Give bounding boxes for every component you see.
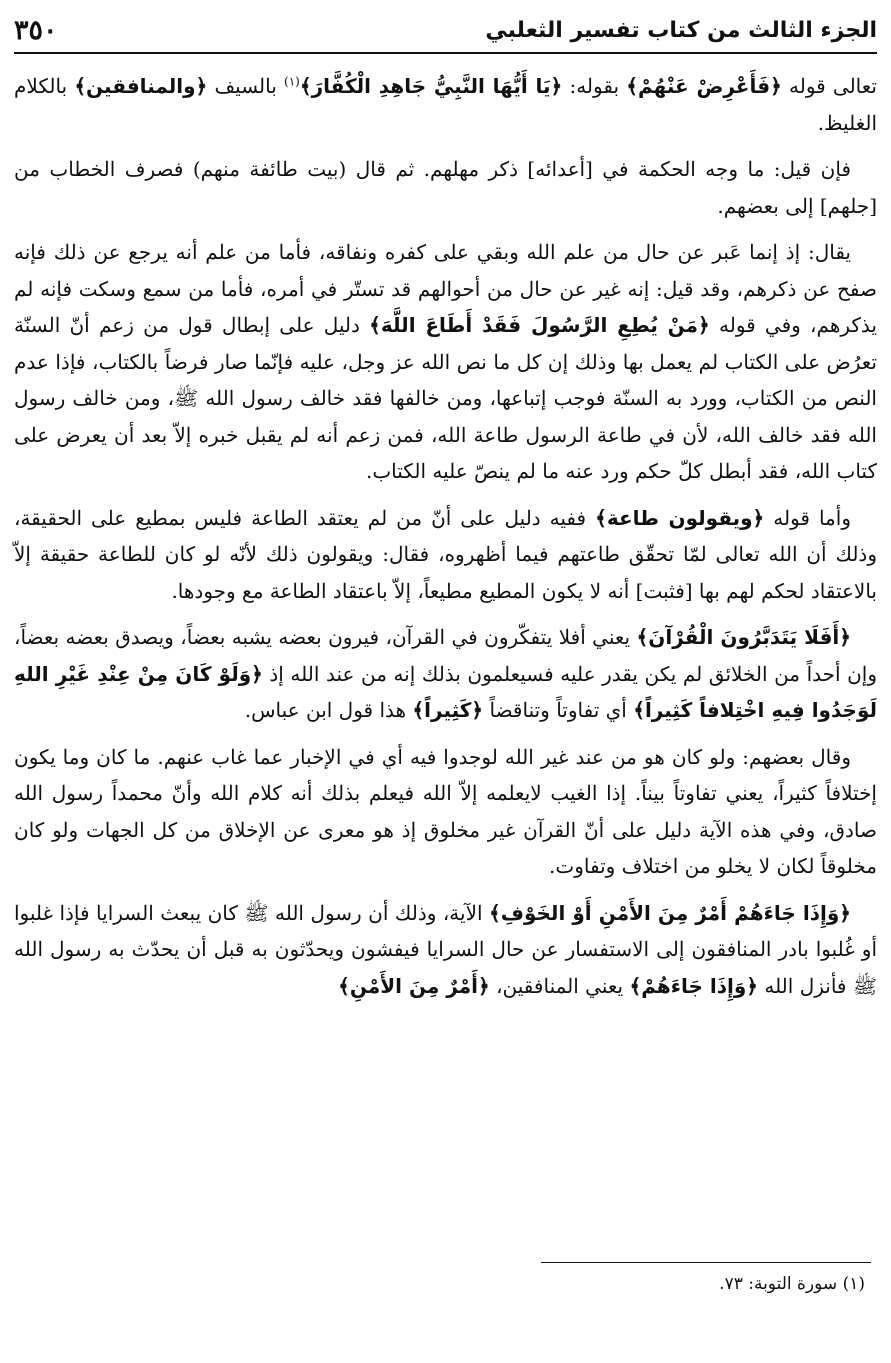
footnote-number: (١) (842, 1274, 865, 1294)
quran-quote: ﴿مَنْ يُطِعِ الرَّسُولَ فَقَدْ أَطَاعَ اللَّهَ﴾ (369, 313, 710, 337)
quran-quote: ﴿وَلَوْ كَانَ مِنْ عِنْدِ غَيْرِ اللهِ لَوَجَدُوا فِيهِ اخْتِلافاً كَثِيراً﴾ (14, 661, 877, 722)
text-run: الآية، وذلك أن رسول الله ﷺ كان يبعث السرايا فإذا غلبوا أو غُلبوا بادر المنافقون إلى الاستفسار عن حال السرايا فيفشون ويحدّثون به قبل أن يحدّث به رسول الله ﷺ فأنزل الله (14, 900, 877, 998)
quran-quote: ﴿أَمْرٌ مِنَ الأَمْنِ﴾ (338, 973, 490, 998)
quran-quote: ﴿كَثِيراً﴾ (412, 698, 484, 722)
footnote-divider (541, 1262, 871, 1263)
footnote-text: سورة التوبة: ٧٣. (719, 1274, 838, 1294)
text-run: هذا قول ابن عباس. (244, 698, 413, 722)
text-run: يعني أفلا يتفكّرون في القرآن، فيرون بعضه يشبه بعضاً، ويصدق بعضه بعضاً، وإن أحداً من الخلائق لم يكن يقدر عليه فسيعلمون بذلك إنه من عند الله إذ (14, 625, 877, 686)
quran-quote: ﴿ويقولون طاعة﴾ (595, 505, 765, 530)
text-run: بالسيف (207, 74, 285, 98)
quran-quote: ﴿وَإِذَا جَاءَهُمْ أَمْرٌ مِنَ الأَمْنِ أَوْ الخَوْفِ﴾ (489, 900, 851, 925)
quran-quote: ﴿يَا أَيُّهَا النَّبِيُّ جَاهِدِ الْكُفَّارَ﴾ (299, 74, 563, 98)
footnote (719, 1270, 865, 1298)
running-title: الجزء الثالث من كتاب تفسير الثعلبي (485, 17, 877, 43)
paragraph-3 (14, 234, 877, 490)
text-run: وأما قوله (764, 505, 851, 530)
paragraph-7 (14, 895, 877, 1005)
paragraph-1 (14, 68, 877, 141)
text-run: ففيه دليل على أنّ من لم يعتقد الطاعة فليس بمطيع على الحقيقة، وذلك أن الله تعالى لمّا تحقّق طاعتهم فيما أظهروه، فقال: ويقولون ذلك لأنّه لو كان للطاعة حقيقة إلاّ بالاعتقاد لحكم لهم بها [فثبت] أنه لا يكون المطيع مطيعاً، إلاّ باعتقاد الطاعة مع وجودها. (14, 505, 877, 603)
paragraph-4 (14, 500, 877, 610)
quran-quote: ﴿أَفَلَا يَتَدَبَّرُونَ الْقُرْآنَ﴾ (636, 625, 852, 649)
text-run: يقال: إذ إنما عَبر عن حال من علم الله وبقي على كفره ونفاقه، فأما من علم أنه يرجع عن ذلك فإنه صفح عن ذكرهم، وقد قيل: إنه غير عن حال من أحوالهم قد تستّر في أمره، فأما من سمع وسكت فإنه لم يذكرهم، وفي قوله (14, 240, 877, 337)
quran-quote: ﴿والمنافقين﴾ (74, 74, 208, 98)
paragraph-6: وقال بعضهم: ولو كان هو من عند غير الله لوجدوا فيه أي في الإخبار عما غاب عنهم. ما كان وما يكون إختلافاً كثيراً، يعني تفاوتاً بيناً. إذا الغيب لايعلمه إلاّ الله فيعلم بذلك أنه كلام الله وأنّ محمداً رسول الله صادق، وفي هذه الآية دليل على أنّ القرآن غير مخلوق إذ هو معرى عن الإخلاق من كل الجهات ولو كان مخلوقاً لكان لا يخلو من اختلاف وتفاوت. (14, 744, 877, 878)
text-run: بالكلام الغليظ. (14, 74, 877, 135)
quran-quote: ﴿فَأَعْرِضْ عَنْهُمْ﴾ (626, 74, 782, 98)
body-text (14, 68, 877, 1014)
footnote-reference: (١) (284, 74, 300, 89)
page-header (14, 8, 877, 54)
paragraph-5 (14, 619, 877, 729)
page-number: ٣٥٠ (14, 14, 58, 46)
text-run: تعالى قوله (781, 74, 877, 98)
text-run: بقوله: (562, 74, 627, 98)
text-run: دليل على إبطال قول من زعم أنّ السنّة تعرُض على الكتاب لم يعمل بها وذلك إن كل ما نص الله عز وجل، عليه فإنّما صار فرضاً بالكتاب، فإذا عدم النص من الكتاب، وورد به السنّة فوجب إتباعها، ومن خالفها فقد خالف رسول الله ﷺ، ومن خالف رسول الله فقد خالف الله، لأن في طاعة الرسول طاعة الله، فمن زعم أنه لم يقبل خبره إلاّ بعد أن يعرض على كتاب الله، فقد أبطل كلّ حكم ورد عنه ما لم ينصّ عليه الكتاب. (14, 313, 877, 483)
paragraph-2: فإن قيل: ما وجه الحكمة في [أعدائه] ذكر مهلهم. ثم قال (بيت طائفة منهم) فصرف الخطاب من [جلهم] إلى بعضهم. (14, 157, 877, 218)
text-run: يعني المنافقين، (489, 973, 630, 998)
quran-quote: ﴿وَإِذَا جَاءَهُمْ﴾ (629, 973, 758, 998)
text-run: أي تفاوتاً وتناقضاً (483, 698, 634, 722)
